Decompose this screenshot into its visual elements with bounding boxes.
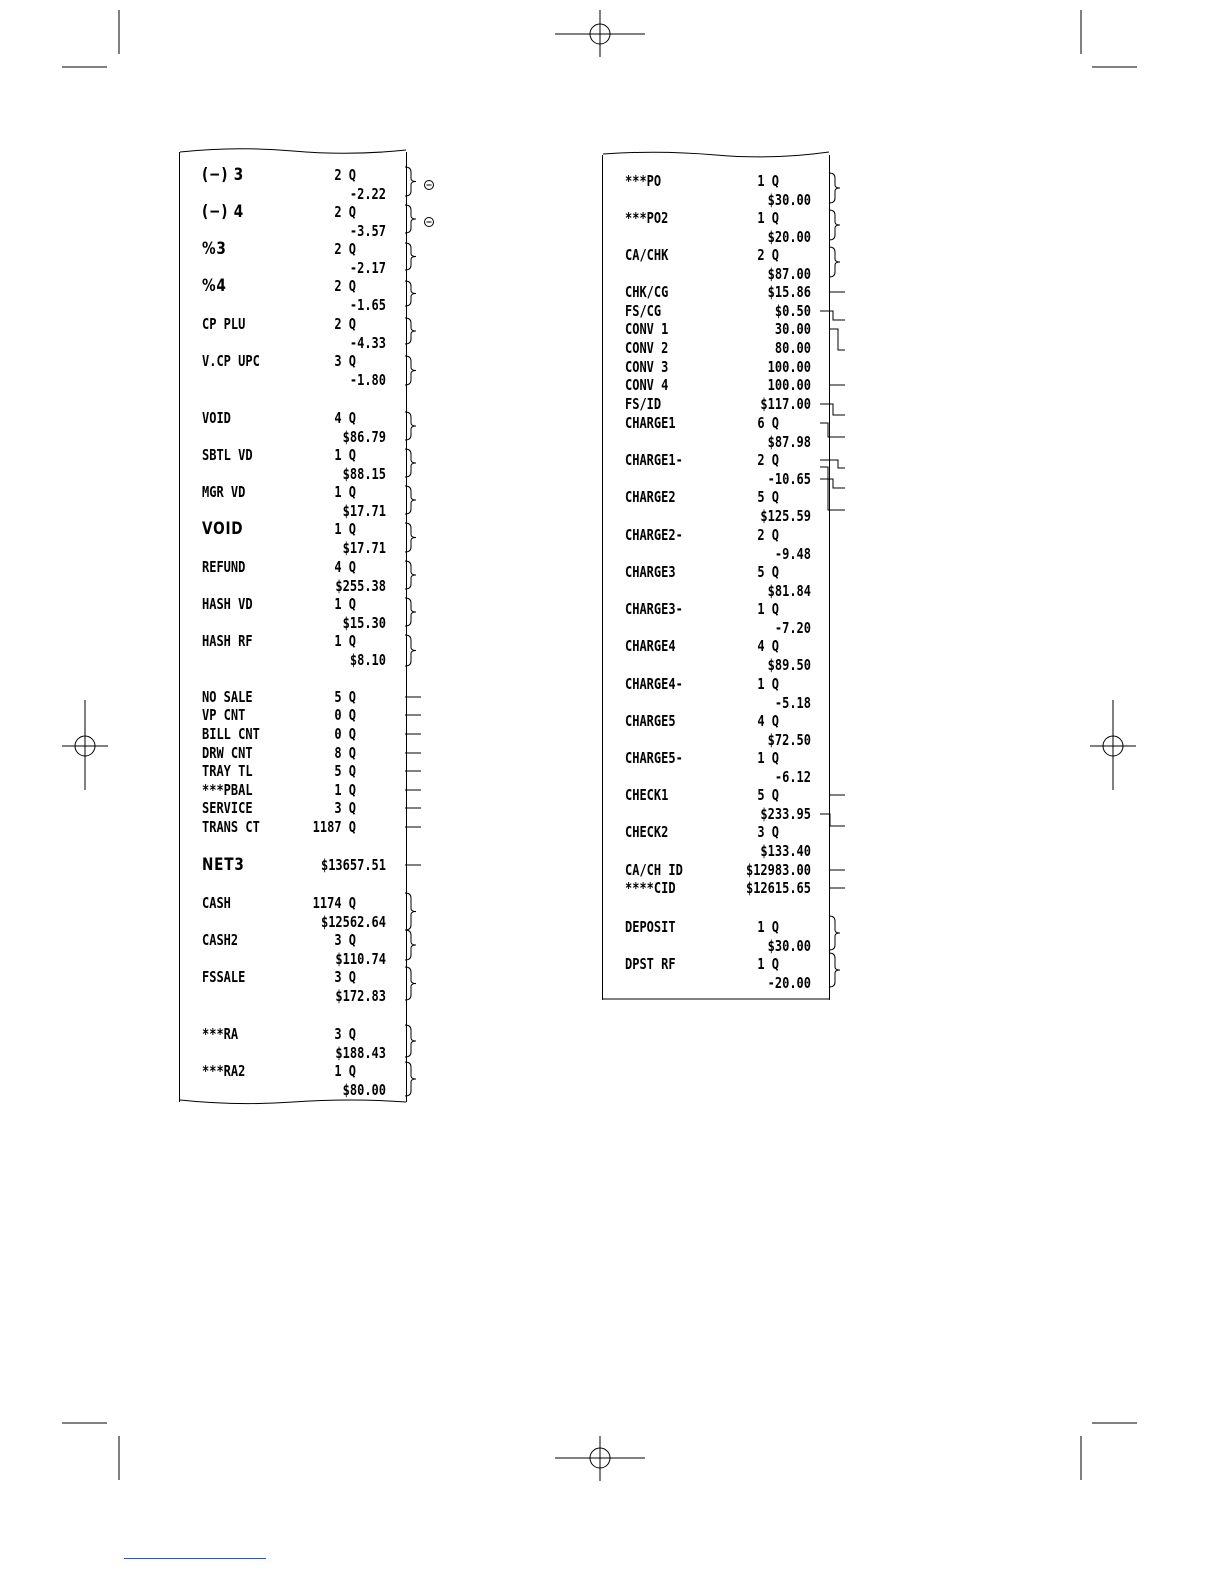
receipt-amount: -6.12: [774, 767, 811, 786]
receipt-label: ***RA2: [202, 1062, 246, 1080]
receipt-label: ***PO2: [625, 209, 669, 227]
receipt-count: $13657.51: [320, 856, 386, 874]
receipt-count: 100.00: [767, 376, 811, 394]
receipt-label: NO SALE: [202, 688, 253, 706]
receipt-label: ***PO: [625, 172, 662, 190]
receipt-label: CHARGE2-: [625, 526, 683, 544]
receipt-label: CA/CH ID: [625, 861, 683, 879]
receipt-count: 1 Q: [334, 483, 356, 501]
annotation-connector: [820, 311, 845, 320]
receipt-count: 2 Q: [334, 203, 356, 221]
annotation-brace: [829, 953, 840, 987]
receipt-count: 1 Q: [334, 446, 356, 464]
receipt-amount: $12562.64: [320, 912, 386, 931]
receipt-amount: $30.00: [767, 190, 811, 209]
receipt-label: CHECK1: [625, 786, 669, 804]
annotation-brace: [405, 449, 416, 477]
annotation-brace: [405, 561, 416, 589]
receipt-count: 1 Q: [334, 1062, 356, 1080]
receipt-count: 5 Q: [334, 762, 356, 780]
receipt-amount: -1.65: [349, 295, 386, 314]
receipt-amount: -3.57: [349, 221, 386, 240]
receipt-label: HASH VD: [202, 595, 253, 613]
receipt-count: 4 Q: [757, 712, 779, 730]
receipt-amount: -7.20: [774, 618, 811, 637]
receipt-count: 1 Q: [757, 172, 779, 190]
receipt-label: CHARGE3-: [625, 600, 683, 618]
receipt-count: 3 Q: [334, 799, 356, 817]
receipt-count: 3 Q: [334, 1025, 356, 1043]
receipt-label: %3: [202, 239, 227, 259]
receipt-count: 2 Q: [757, 246, 779, 264]
receipt-amount: $86.79: [342, 427, 386, 446]
receipt-label: FSSALE: [202, 968, 246, 986]
receipt-amount: $133.40: [760, 841, 811, 860]
annotation-connector: [820, 423, 845, 437]
receipt-amount: $255.38: [335, 576, 386, 595]
receipt-label: CHARGE1: [625, 414, 676, 432]
receipt-amount: $17.71: [342, 538, 386, 557]
receipt-count: 30.00: [774, 320, 811, 338]
receipt-amount: $8.10: [349, 650, 386, 669]
annotation-brace: [829, 173, 840, 203]
receipt-label: CHARGE3: [625, 563, 676, 581]
receipt-label: DRW CNT: [202, 744, 253, 762]
receipt-label: (−) 3: [202, 165, 245, 185]
receipt-amount: $110.74: [335, 949, 386, 968]
receipt-amount: -20.00: [767, 973, 811, 992]
receipt-amount: -9.48: [774, 544, 811, 563]
annotation-brace: [405, 167, 416, 196]
annotation-connector: [820, 479, 845, 488]
annotation-brace: [405, 635, 416, 666]
annotation-brace: [405, 412, 416, 440]
receipt-label: CHK/CG: [625, 283, 669, 301]
receipt-count: 80.00: [774, 339, 811, 357]
receipt-label: MGR VD: [202, 483, 246, 501]
receipt-count: 1 Q: [757, 209, 779, 227]
receipt-label: CHARGE2: [625, 488, 676, 506]
receipt-amount: -2.22: [349, 184, 386, 203]
receipt-amount: $15.30: [342, 613, 386, 632]
receipt-count: $12615.65: [745, 879, 811, 897]
receipt-count: 1 Q: [334, 781, 356, 799]
receipt-label: CONV 4: [625, 376, 669, 394]
receipt-label: DPST RF: [625, 955, 676, 973]
receipt-count: 2 Q: [334, 277, 356, 295]
receipt-label: CHARGE4: [625, 637, 676, 655]
receipt-amount: $89.50: [767, 655, 811, 674]
annotation-brace: [405, 281, 416, 306]
receipt-amount: $233.95: [760, 804, 811, 823]
annotation-brace: [405, 356, 416, 385]
receipt-amount: $188.43: [335, 1043, 386, 1062]
receipt-amount: $81.84: [767, 581, 811, 600]
receipt-count: 2 Q: [757, 451, 779, 469]
receipt-count: 4 Q: [334, 558, 356, 576]
receipt-amount: $172.83: [335, 986, 386, 1005]
annotation-brace: [405, 205, 416, 233]
receipt-amount: $125.59: [760, 506, 811, 525]
receipt-label: (−) 4: [202, 202, 245, 222]
receipt-count: 3 Q: [757, 823, 779, 841]
receipt-label: %4: [202, 276, 227, 296]
receipt-amount: $30.00: [767, 936, 811, 955]
receipt-count: 5 Q: [757, 563, 779, 581]
receipt-label: CP PLU: [202, 315, 246, 333]
receipt-count: 1 Q: [334, 520, 356, 538]
receipt-label: BILL CNT: [202, 725, 260, 743]
receipt-count: $117.00: [760, 395, 811, 413]
receipt-count: 1 Q: [757, 955, 779, 973]
receipt-count: 0 Q: [334, 725, 356, 743]
receipt-label: CHARGE5-: [625, 749, 683, 767]
receipt-label: VOID: [202, 519, 244, 539]
annotation-brace: [405, 523, 416, 552]
receipt-label: CA/CHK: [625, 246, 669, 264]
receipt-label: TRANS CT: [202, 818, 260, 836]
receipt-amount: $80.00: [342, 1080, 386, 1099]
receipt-amount: $87.00: [767, 264, 811, 283]
receipt-count: 1187 Q: [312, 818, 356, 836]
receipt-label: CONV 3: [625, 358, 669, 376]
annotation-brace: [405, 1062, 416, 1096]
receipt-label: SBTL VD: [202, 446, 253, 464]
annotation-brace: [829, 247, 840, 277]
receipt-label: VOID: [202, 409, 231, 427]
receipt-count: 3 Q: [334, 352, 356, 370]
receipt-count: 1 Q: [757, 749, 779, 767]
receipt-count: 5 Q: [757, 488, 779, 506]
receipt-count: 3 Q: [334, 931, 356, 949]
receipt-label: CASH2: [202, 931, 239, 949]
annotation-connector: [820, 404, 845, 415]
receipt-count: $12983.00: [745, 861, 811, 879]
receipt-count: $15.86: [767, 283, 811, 301]
receipt-label: ***PBAL: [202, 781, 253, 799]
receipt-amount: $87.98: [767, 432, 811, 451]
receipt-count: 2 Q: [334, 166, 356, 184]
annotation-brace: [405, 967, 416, 1000]
receipt-amount: -10.65: [767, 469, 811, 488]
receipt-count: 100.00: [767, 358, 811, 376]
annotation-connector: [829, 329, 845, 350]
receipt-label: VP CNT: [202, 706, 246, 724]
receipt-label: DEPOSIT: [625, 918, 676, 936]
receipt-amount: -1.80: [349, 370, 386, 389]
annotation-brace: [829, 916, 840, 950]
annotation-brace: [405, 318, 416, 344]
receipt-label: SERVICE: [202, 799, 253, 817]
receipt-label: CASH: [202, 894, 231, 912]
receipt-label: REFUND: [202, 558, 246, 576]
receipt-count: 1 Q: [757, 600, 779, 618]
receipt-count: 2 Q: [757, 526, 779, 544]
receipt-count: 1 Q: [757, 675, 779, 693]
receipt-label: CHARGE4-: [625, 675, 683, 693]
receipt-label: NET3: [202, 855, 245, 875]
receipt-label: TRAY TL: [202, 762, 253, 780]
receipt-label: CONV 1: [625, 320, 669, 338]
receipt-count: 1 Q: [334, 595, 356, 613]
receipt-count: 1 Q: [334, 632, 356, 650]
receipt-count: 4 Q: [757, 637, 779, 655]
receipt-count: $0.50: [774, 302, 811, 320]
annotation-brace: [405, 893, 416, 930]
annotation-brace: [405, 486, 416, 514]
annotation-brace: [405, 930, 416, 960]
annotation-brace: [405, 598, 416, 626]
annotation-brace: [829, 210, 840, 240]
receipt-count: 4 Q: [334, 409, 356, 427]
annotation-brace: [405, 243, 416, 270]
receipt-amount: -5.18: [774, 693, 811, 712]
receipt-amount: $20.00: [767, 227, 811, 246]
receipt-count: 6 Q: [757, 414, 779, 432]
receipt-label: CHECK2: [625, 823, 669, 841]
receipt-count: 5 Q: [334, 688, 356, 706]
receipt-amount: $17.71: [342, 501, 386, 520]
receipt-amount: -4.33: [349, 333, 386, 352]
receipt-label: CONV 2: [625, 339, 669, 357]
receipt-label: FS/CG: [625, 302, 662, 320]
footer-rule: [124, 1558, 266, 1559]
annotation-brace: [405, 1025, 416, 1057]
receipt-label: ***RA: [202, 1025, 239, 1043]
receipt-amount: -2.17: [349, 258, 386, 277]
receipt-count: 1174 Q: [312, 894, 356, 912]
receipt-count: 5 Q: [757, 786, 779, 804]
receipt-label: V.CP UPC: [202, 352, 260, 370]
receipt-count: 2 Q: [334, 240, 356, 258]
receipt-amount: $88.15: [342, 464, 386, 483]
annotation-connector: [820, 814, 845, 826]
receipt-label: FS/ID: [625, 395, 662, 413]
receipt-count: 0 Q: [334, 706, 356, 724]
receipt-amount: $72.50: [767, 730, 811, 749]
receipt-count: 2 Q: [334, 315, 356, 333]
receipt-label: CHARGE5: [625, 712, 676, 730]
receipt-label: HASH RF: [202, 632, 253, 650]
receipt-count: 8 Q: [334, 744, 356, 762]
receipt-label: ****CID: [625, 879, 676, 897]
receipt-label: CHARGE1-: [625, 451, 683, 469]
receipt-count: 1 Q: [757, 918, 779, 936]
receipt-count: 3 Q: [334, 968, 356, 986]
